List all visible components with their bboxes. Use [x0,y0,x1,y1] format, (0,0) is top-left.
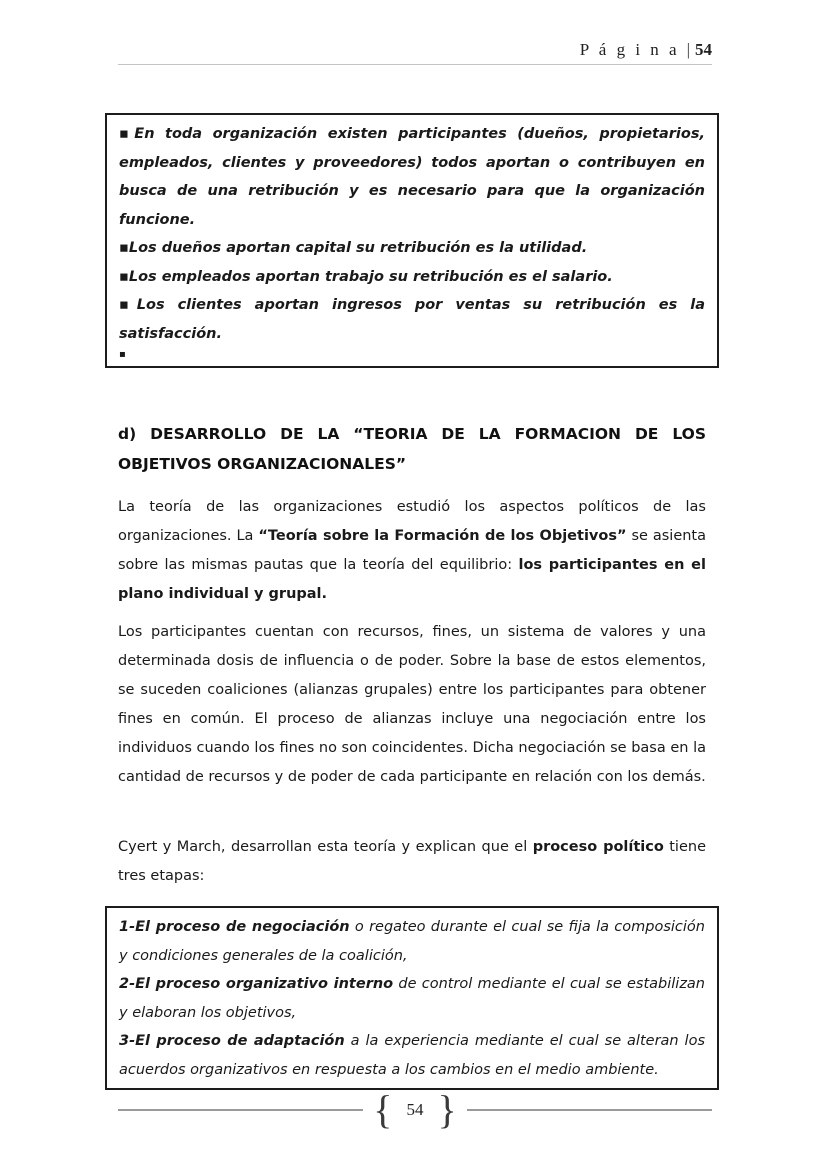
header-page-label: P á g i n a [579,40,680,59]
footer-page-indicator [363,1087,466,1132]
footer-rule-right [467,1109,712,1111]
participants-trailing-bullet: ▪ [119,349,126,360]
stage-item: 2-El proceso organizativo interno de control mediante el cual se estabilizan y elaboran los objetivos, [119,976,706,1021]
stage-item: 1-El proceso de negociación o regateo durante el cual se fija la composición y condiciones generales de la coalición, [119,919,705,964]
participants-item: ▪Los dueños aportan capital su retribución es la utilidad. [119,240,588,256]
stages-box [105,906,719,1090]
page-footer [118,1087,712,1132]
header-rule [118,64,712,65]
participants-item: ▪Los empleados aportan trabajo su retribución es el salario. [119,268,613,285]
footer-right-bracket-icon: } [437,1087,457,1132]
section-heading: d) DESARROLLO DE LA “TEORIA DE LA FORMACION DE LOS OBJETIVOS ORGANIZACIONALES” [118,425,706,473]
header-page-indicator [118,40,712,64]
participants-box [105,113,719,368]
paragraph-cyert-march: Cyert y March, desarrollan esta teoría y explican que el proceso político tiene tres etapas: [118,839,706,884]
header-page-number: 54 [695,40,712,59]
footer-left-bracket-icon: { [373,1087,393,1132]
document-content [105,113,719,1090]
paragraph-theory-intro: La teoría de las organizaciones estudió los aspectos políticos de las organizaciones. La “Teoría sobre la Formación de los Objetivos” se asienta sobre las mismas pautas que la teoría del equilibrio: los participantes en el plano individual y grupal. [118,499,707,602]
header-separator: | [686,40,690,59]
footer-rule-left [118,1109,363,1111]
stage-item: 3-El proceso de adaptación a la experiencia mediante el cual se alteran los acuerdos organizativos en respuesta a los cambios en el medio ambiente. [119,1033,705,1078]
paragraph-participants-resources: Los participantes cuentan con recursos, fines, un sistema de valores y una determinada dosis de influencia o de poder. Sobre la base de estos elementos, se suceden coaliciones (alianzas grupales) entre los participantes para obtener fines en común. El proceso de alianzas incluye una negociación entre los individuos cuando los fines no son coincidentes. Dicha negociación se basa en la cantidad de recursos y de poder de cada participante en relación con los demás. [118,624,706,785]
participants-item: ▪En toda organización existen participantes (dueños, propietarios, empleados, clientes y proveedores) todos aportan o contribuyen en busca de una retribución y es necesario para que la organización funcione. [119,126,705,228]
participants-item: ▪Los clientes aportan ingresos por ventas su retribución es la satisfacción. [119,297,705,342]
footer-page-number: 54 [406,1100,424,1119]
page-header [118,40,712,65]
